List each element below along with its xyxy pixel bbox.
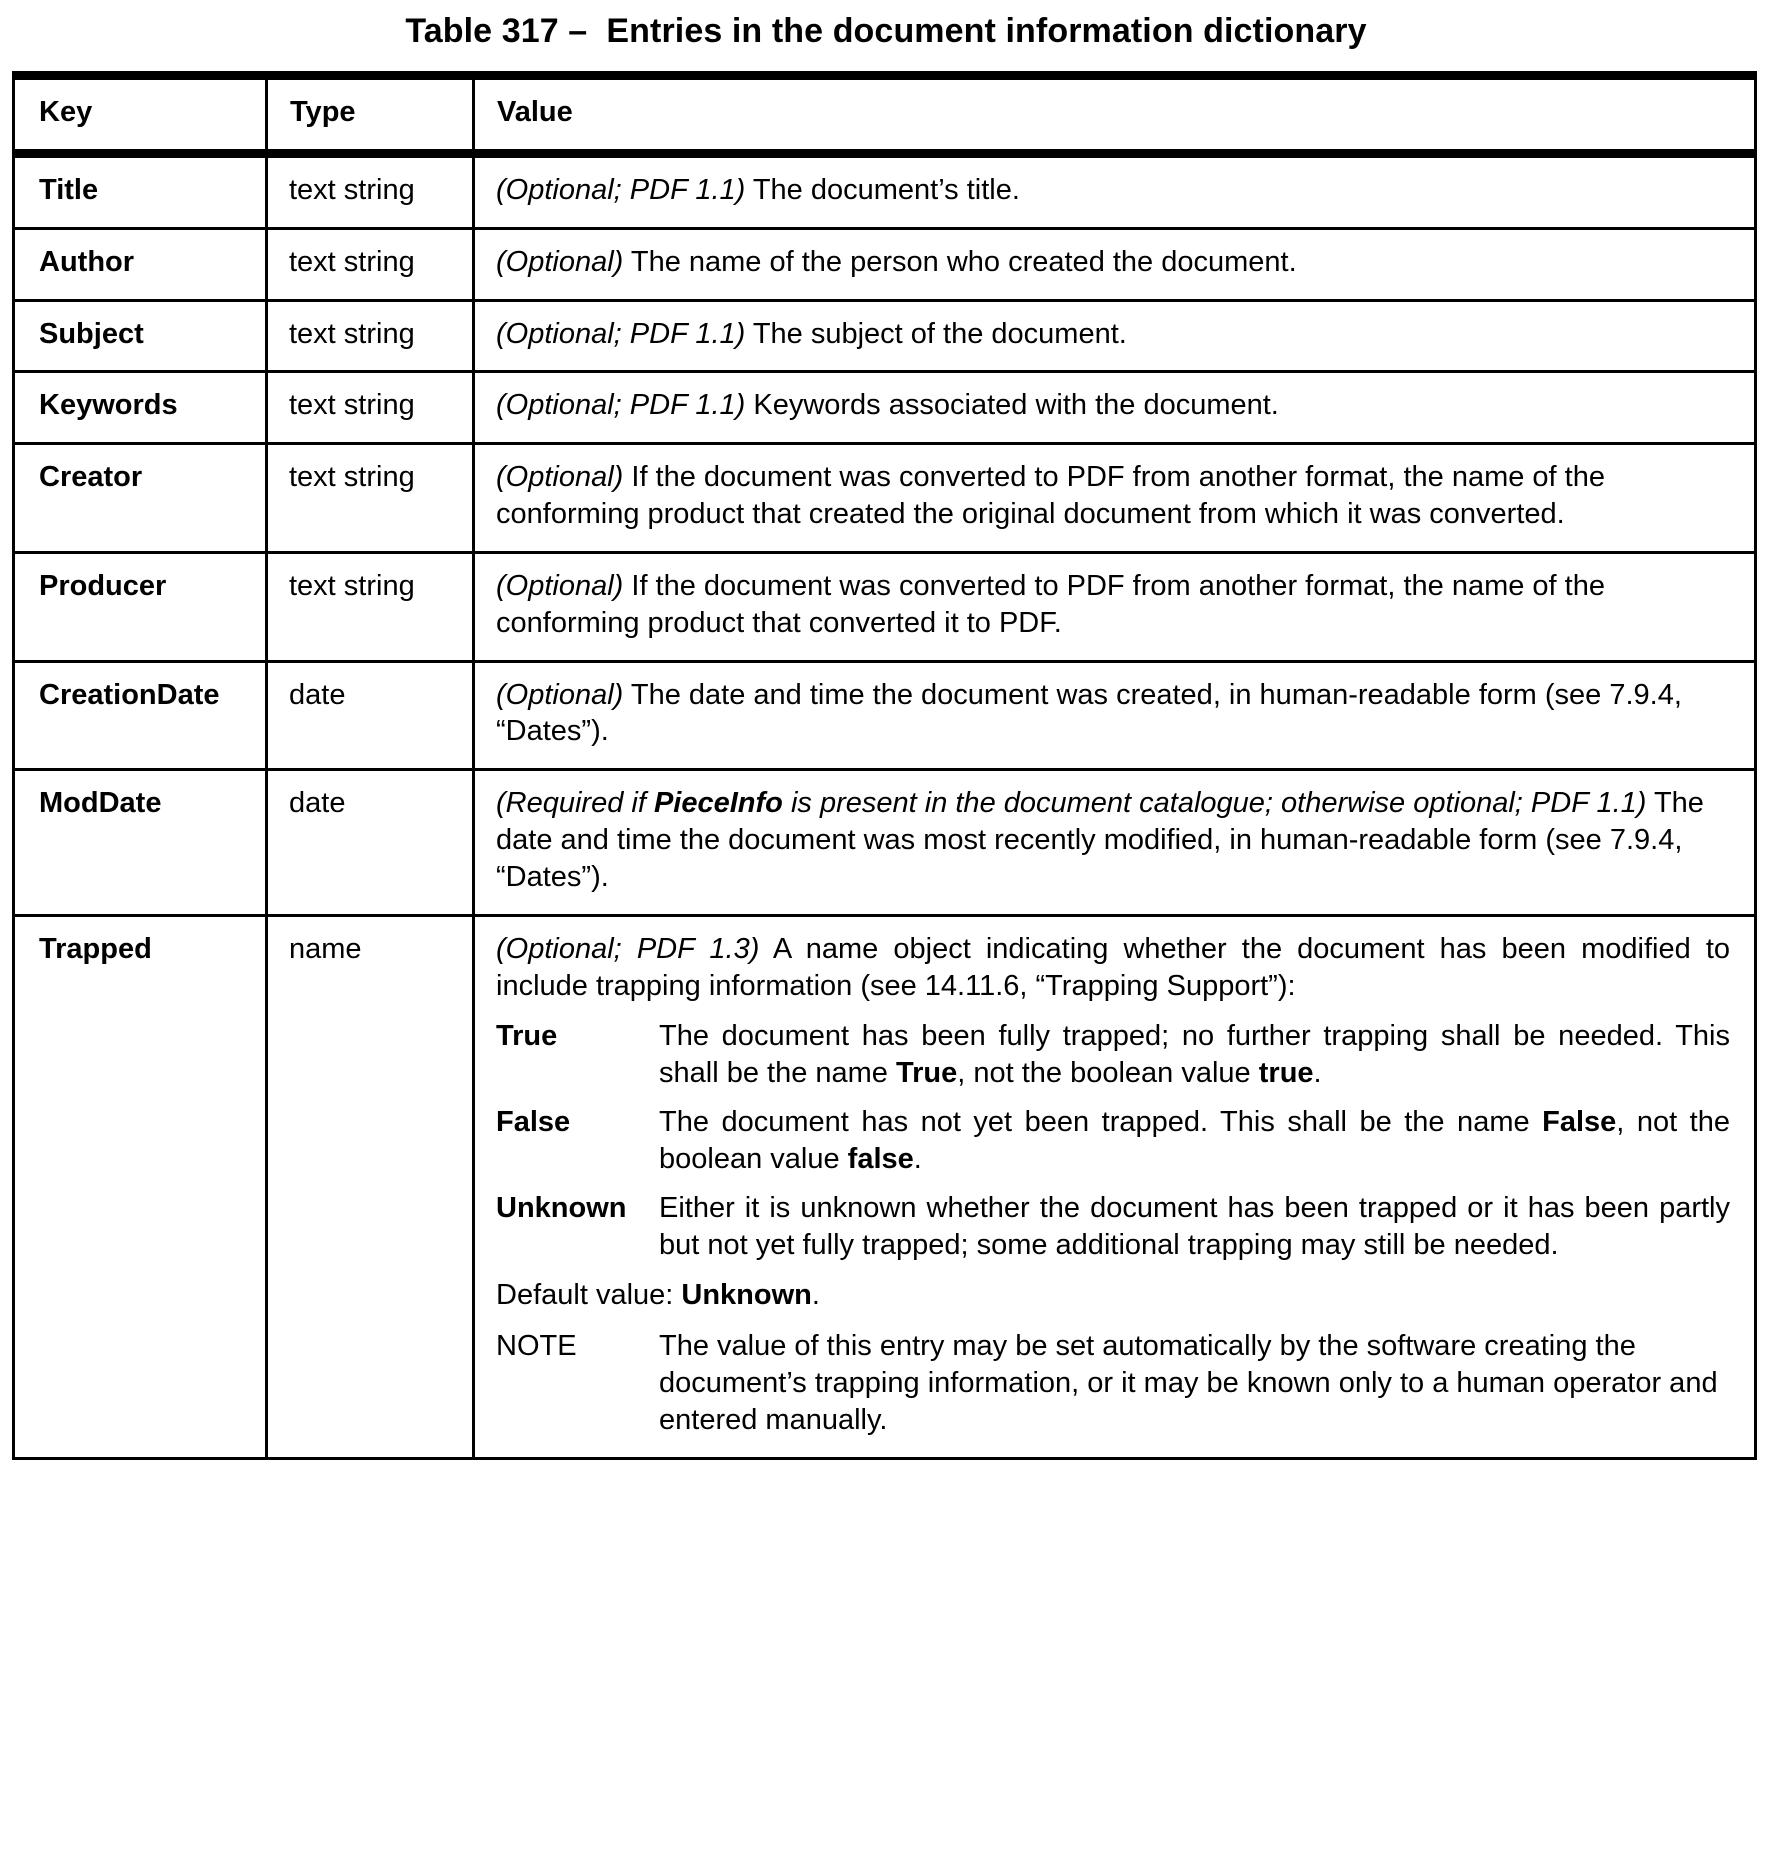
cell-value xyxy=(474,372,1756,444)
column-header-key: Key xyxy=(14,76,267,154)
value-paragraph xyxy=(496,244,1730,281)
text-run: . xyxy=(1313,1057,1322,1090)
table-header xyxy=(14,76,1756,154)
text-run: (Optional; PDF 1.1) xyxy=(496,174,746,206)
value-paragraph xyxy=(496,459,1730,533)
text-run: The document has been fully trapped; no further trapping shall be needed. This shall be the name xyxy=(659,1020,1730,1090)
text-run: If the document was converted to PDF from another format, the name of the conforming product that converted it to PDF. xyxy=(496,569,1605,639)
text-run: (Required if xyxy=(496,787,654,820)
table-row xyxy=(14,770,1756,915)
cell-value xyxy=(474,154,1756,229)
table-row xyxy=(14,228,1756,300)
cell-key: Keywords xyxy=(14,372,267,444)
text-run: (Optional) xyxy=(496,461,624,494)
text-run: True xyxy=(895,1057,958,1090)
cell-type: name xyxy=(267,915,474,1458)
table-body xyxy=(14,154,1756,1459)
text-run: , not the boolean value xyxy=(659,1106,1730,1175)
table-row xyxy=(14,372,1756,444)
text-run: False xyxy=(1542,1106,1617,1139)
cell-key: Trapped xyxy=(14,915,267,1458)
value-paragraph xyxy=(496,785,1730,895)
text-run: The document has not yet been trapped. This shall be the name xyxy=(659,1106,1543,1139)
cell-key: Creator xyxy=(14,444,267,553)
cell-key: Title xyxy=(14,154,267,229)
definition-item-false xyxy=(496,1104,1730,1178)
text-run: . xyxy=(811,1279,820,1312)
cell-key: Subject xyxy=(14,300,267,372)
text-run: (Optional) xyxy=(496,245,624,278)
text-run: The name of the person who created the document. xyxy=(623,245,1297,278)
cell-key: Producer xyxy=(14,552,267,661)
text-run: The subject of the document. xyxy=(745,317,1127,350)
text-run: Unknown xyxy=(681,1279,812,1312)
text-run: is present in the document catalogue; otherwise optional; PDF 1.1) xyxy=(782,787,1647,820)
text-run: true xyxy=(1258,1057,1314,1090)
cell-value xyxy=(474,444,1756,553)
value-paragraph xyxy=(496,568,1730,642)
cell-value xyxy=(474,661,1756,770)
text-run: . xyxy=(913,1142,922,1175)
text-run: (Optional) xyxy=(496,569,624,602)
definition-term: True xyxy=(496,1020,558,1053)
cell-type: text string xyxy=(267,552,474,661)
cell-value xyxy=(474,770,1756,915)
definition-term: False xyxy=(496,1106,571,1139)
table-container xyxy=(12,71,1754,1460)
document-information-dictionary-table xyxy=(12,71,1757,1460)
text-run: (Optional; PDF 1.3) xyxy=(496,932,760,965)
cell-type: text string xyxy=(267,372,474,444)
table-row xyxy=(14,915,1756,1458)
text-run: The date and time the document was created, in human-readable form (see 7.9.4, “Dates”). xyxy=(496,678,1682,748)
cell-value xyxy=(474,300,1756,372)
definition-description xyxy=(659,1018,1730,1092)
text-run: , not the boolean value xyxy=(957,1057,1259,1090)
text-run: false xyxy=(847,1142,914,1175)
note-label: NOTE xyxy=(496,1330,577,1363)
cell-value xyxy=(474,228,1756,300)
table-header-row xyxy=(14,76,1756,154)
definition-item-unknown xyxy=(496,1190,1730,1264)
text-run: (Optional; PDF 1.1) xyxy=(496,317,746,350)
note-item xyxy=(496,1328,1730,1438)
cell-type: date xyxy=(267,770,474,915)
column-header-value: Value xyxy=(474,76,1756,154)
table-row xyxy=(14,552,1756,661)
note-description xyxy=(659,1328,1730,1438)
definition-term: Unknown xyxy=(496,1191,627,1224)
text-run: Default value: xyxy=(496,1279,682,1312)
note-block xyxy=(496,1328,1730,1438)
text-run: PieceInfo xyxy=(653,787,783,820)
table-row xyxy=(14,154,1756,229)
text-run: The document’s title. xyxy=(745,174,1020,206)
cell-type: text string xyxy=(267,444,474,553)
table-row xyxy=(14,444,1756,553)
text-run: (Optional) xyxy=(496,678,624,711)
column-header-type: Type xyxy=(267,76,474,154)
value-paragraph xyxy=(496,931,1730,1005)
default-value-line xyxy=(496,1277,1730,1314)
definition-description xyxy=(659,1190,1730,1264)
value-paragraph xyxy=(496,677,1730,751)
cell-type: text string xyxy=(267,300,474,372)
cell-type: text string xyxy=(267,154,474,229)
text-run: If the document was converted to PDF from another format, the name of the conforming product that created the original document from which it was converted. xyxy=(496,461,1605,531)
value-paragraph xyxy=(496,316,1730,353)
value-paragraph xyxy=(496,172,1730,209)
text-run: Either it is unknown whether the document has been trapped or it has been partly but not yet fully trapped; some additional trapping may still be needed. xyxy=(659,1191,1730,1261)
definition-list xyxy=(496,1018,1730,1263)
cell-type: date xyxy=(267,661,474,770)
text-run: A name object indicating whether the document has been modified to include trapping information (see 14.11.6, “Trapping Support”): xyxy=(496,932,1731,1002)
cell-value xyxy=(474,552,1756,661)
definition-description xyxy=(659,1104,1730,1178)
cell-type: text string xyxy=(267,228,474,300)
value-paragraph xyxy=(496,387,1730,424)
cell-value xyxy=(474,915,1756,1458)
cell-key: ModDate xyxy=(14,770,267,915)
cell-key: CreationDate xyxy=(14,661,267,770)
text-run: Keywords associated with the document. xyxy=(745,389,1279,422)
text-run: (Optional; PDF 1.1) xyxy=(496,389,746,422)
table-caption: Table 317 – Entries in the document information dictionary xyxy=(405,12,1367,50)
definition-item-true xyxy=(496,1018,1730,1092)
table-row xyxy=(14,661,1756,770)
table-row xyxy=(14,300,1756,372)
cell-key: Author xyxy=(14,228,267,300)
text-run: The value of this entry may be set automatically by the software creating the document’s trapping information, or it may be known only to a human operator and entered manually. xyxy=(659,1330,1718,1436)
text-run: The date and time the document was most recently modified, in human-readable form (see 7.9.4, “Dates”). xyxy=(496,787,1704,893)
